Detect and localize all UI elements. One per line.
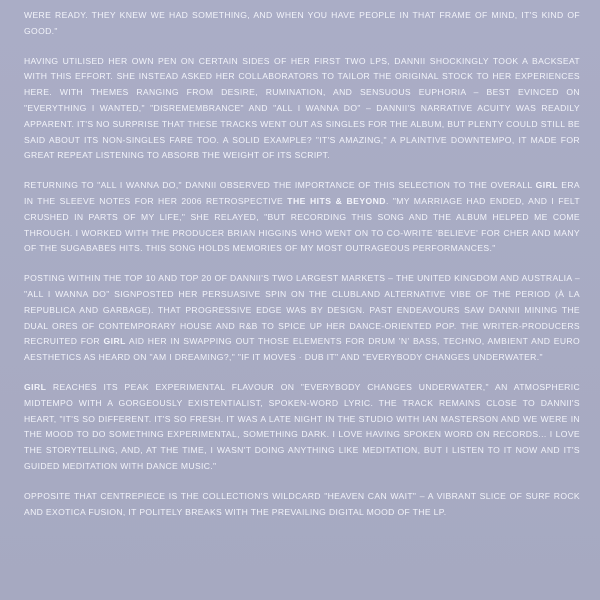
body-text: OPPOSITE THAT CENTREPIECE IS THE COLLECTION'S WILDCARD "HEAVEN CAN WAIT" – A VIBRANT SLICE OF SURF ROCK AND EXOTICA FUSION, IT POLITELY BREAKS WITH THE PREVAILING DIGITAL MOOD OF THE LP.	[24, 490, 580, 517]
body-text: HAVING UTILISED HER OWN PEN ON CERTAIN SIDES OF HER FIRST TWO LPS, DANNII SHOCKINGLY TOOK A BACKSEAT WITH THIS EFFORT. SHE INSTEAD ASKED HER COLLABORATORS TO TAILOR THE ORIGINAL STOCK TO HER EXPERIENCES HERE. WITH THEMES RANGING FROM DESIRE, RUMINATION, AND SENSUOUS EUPHORIA – BEST EVINCED ON "EVERYTHING I WANTED," "DISREMEMBRANCE" AND "ALL I WANNA DO" – DANNII'S NARRATIVE ACUITY WAS READILY APPARENT. IT'S NO SURPRISE THAT THESE TRACKS WENT OUT AS SINGLES FOR THE ALBUM, BUT PLENTY COULD STILL BE SAID ABOUT ITS NON-SINGLES FARE TOO. A SOLID EXAMPLE? "IT'S AMAZING," A PLAINTIVE DOWNTEMPO, IT MADE FOR GREAT REPEAT LISTENING TO ABSORB THE WEIGHT OF ITS SCRIPT.	[24, 55, 580, 161]
paragraph-5	[24, 380, 580, 475]
emphasis-title: THE HITS & BEYOND	[287, 195, 386, 206]
paragraph-1	[24, 8, 580, 40]
body-text: POSTING WITHIN THE TOP 10 AND TOP 20 OF DANNII'S TWO LARGEST MARKETS – THE UNITED KINGDOM AND AUSTRALIA – "ALL I WANNA DO" SIGNPOSTED HER PERSUASIVE SPIN ON THE CLUBLAND ALTERNATIVE VIBE OF THE PERIOD (À LA REPUBLICA AND GARBAGE). THAT PROGRESSIVE EDGE WAS BY DESIGN. PAST ENDEAVOURS SAW DANNII MINING THE DUAL ORES OF CONTEMPORARY HOUSE AND R&B TO SPICE UP HER DANCE-ORIENTED POP. THE WRITER-PRODUCERS RECRUITED FOR	[24, 273, 580, 347]
paragraph-3	[24, 178, 580, 257]
emphasis-title: GIRL	[24, 381, 47, 392]
body-text: RETURNING TO "ALL I WANNA DO," DANNII OBSERVED THE IMPORTANCE OF THIS SELECTION TO THE OVERALL	[24, 180, 536, 191]
body-text: WERE READY. THEY KNEW WE HAD SOMETHING, AND WHEN YOU HAVE PEOPLE IN THAT FRAME OF MIND, IT'S KIND OF GOOD."	[24, 10, 580, 36]
article-text	[24, 8, 580, 534]
body-text: . "MY MARRIAGE HAD ENDED, AND I FELT CRUSHED IN PARTS OF MY LIFE," SHE RELAYED, "BUT RECORDING THIS SONG AND THE ALBUM HELPED ME COME THROUGH. I WORKED WITH THE PRODUCER BRIAN HIGGINS WHO WENT ON TO CO-WRITE 'BELIEVE' FOR CHER AND MANY OF THE SUGABABES HITS. THIS SONG HOLDS MEMORIES OF MY MOST OUTRAGEOUS PERFORMANCES."	[24, 195, 581, 254]
paragraph-2	[24, 54, 580, 165]
paragraph-4	[24, 271, 580, 366]
emphasis-title: GIRL	[103, 336, 126, 347]
emphasis-title: GIRL	[535, 180, 558, 191]
body-text: REACHES ITS PEAK EXPERIMENTAL FLAVOUR ON "EVERYBODY CHANGES UNDERWATER," AN ATMOSPHERIC MIDTEMPO WITH A GORGEOUSLY EXISTENTIALIST, SPOKEN-WORD LYRIC. THE TRACK REMAINS CLOSE TO DANNII'S HEART, "IT'S SO DIFFERENT. IT'S SO FRESH. IT WAS A LATE NIGHT IN THE STUDIO WITH IAN MASTERSON AND WE WERE IN THE MOOD TO DO SOMETHING EXPERIMENTAL, SOMETHING DARK. I LOVE HAVING SPOKEN WORD ON RECORDS... I LOVE THE STORYTELLING, AND, AT THE TIME, I WASN'T DOING ANYTHING LIKE MEDITATION, BUT I LISTEN TO IT NOW AND IT'S GUIDED MEDITATION WITH DANCE MUSIC."	[24, 381, 580, 471]
paragraph-6	[24, 489, 580, 521]
body-text: AID HER IN SWAPPING OUT THOSE ELEMENTS FOR DRUM 'N' BASS, TECHNO, AMBIENT AND EURO AESTHETICS AS HEARD ON "AM I DREAMING?," "IF IT MOVES · DUB IT" AND "EVERYBODY CHANGES UNDERWATER."	[24, 336, 581, 363]
body-text: ERA IN THE SLEEVE NOTES FOR HER 2006 RETROSPECTIVE	[24, 180, 580, 206]
